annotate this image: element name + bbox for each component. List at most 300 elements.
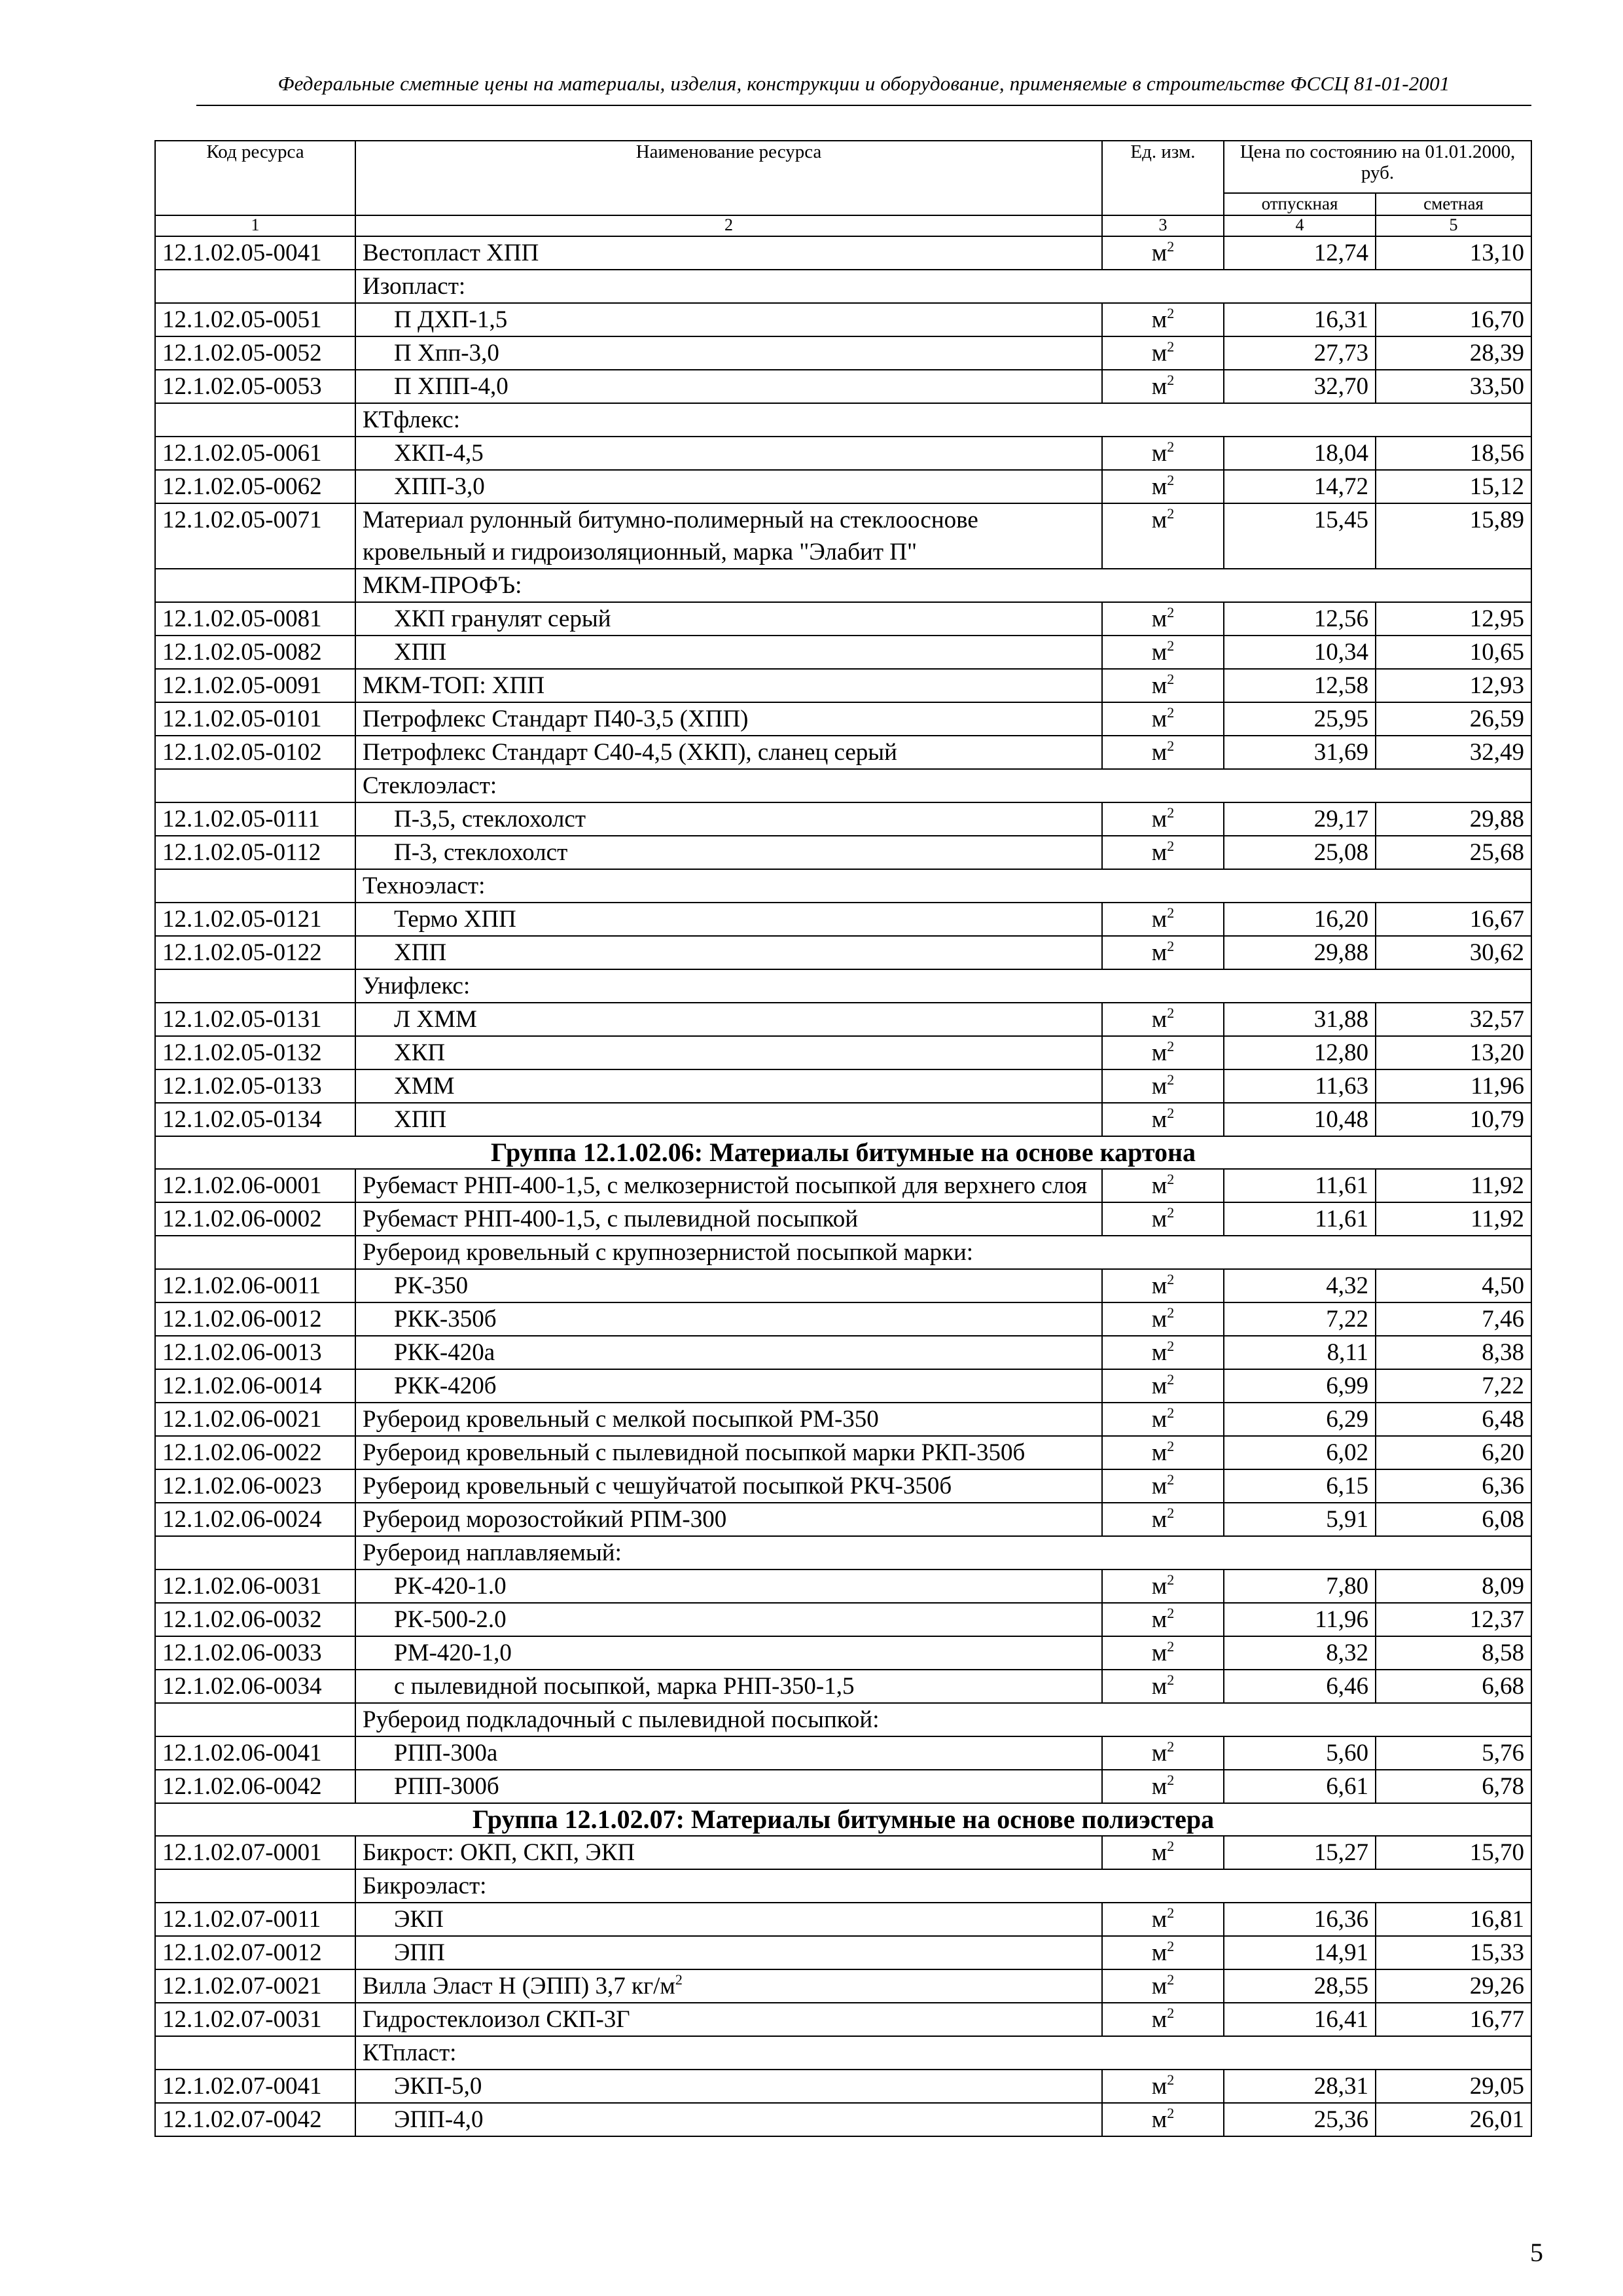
unit-base: м: [1151, 1640, 1168, 1666]
resource-code: 12.1.02.06-0032: [155, 1603, 355, 1636]
unit-exponent: 2: [1167, 2005, 1175, 2021]
unit-exponent: 2: [1167, 1938, 1175, 1954]
resource-name-text: ХПП: [394, 1106, 447, 1133]
resource-code: 12.1.02.05-0091: [155, 669, 355, 702]
resource-name: [355, 1969, 1102, 2003]
resource-name: [355, 1770, 1102, 1803]
resource-code: 12.1.02.07-0042: [155, 2103, 355, 2136]
table-row: [155, 1903, 1531, 1936]
estimate-price: 7,46: [1376, 1302, 1531, 1336]
estimate-price: 26,59: [1376, 702, 1531, 736]
estimate-price: 12,93: [1376, 669, 1531, 702]
subheading-row: [155, 1236, 1531, 1269]
col-number-5: 5: [1376, 215, 1531, 236]
resource-code: 12.1.02.05-0061: [155, 437, 355, 470]
subheading-row: [155, 569, 1531, 602]
estimate-price: 32,57: [1376, 1003, 1531, 1036]
resource-name: [355, 1169, 1102, 1202]
unit-base: м: [1151, 340, 1168, 367]
resource-name-text: с пылевидной посыпкой, марка РНП-350-1,5: [394, 1673, 855, 1700]
resource-name-text: Вестопласт ХПП: [363, 240, 539, 266]
unit-cell: [1102, 2103, 1224, 2136]
estimate-price: 29,88: [1376, 802, 1531, 836]
resource-name: [355, 1670, 1102, 1703]
empty-cell: [155, 1236, 355, 1269]
resource-name: [355, 1436, 1102, 1469]
wholesale-price: 31,88: [1224, 1003, 1376, 1036]
table-row: [155, 1336, 1531, 1369]
subheading-row: [155, 969, 1531, 1003]
resource-name-text: РМ-420-1,0: [394, 1640, 512, 1666]
resource-name-text: РКК-420а: [394, 1339, 495, 1366]
resource-code: 12.1.02.05-0052: [155, 336, 355, 370]
resource-name: [355, 1003, 1102, 1036]
subheading-row: [155, 769, 1531, 802]
unit-cell: [1102, 702, 1224, 736]
unit-cell: [1102, 1969, 1224, 2003]
resource-name-text: Термо ХПП: [394, 906, 516, 933]
resource-name-text: РК-350: [394, 1272, 469, 1299]
col-header-code: Код ресурса: [155, 141, 355, 215]
resource-name-text: РПП-300а: [394, 1740, 498, 1767]
estimate-price: 12,37: [1376, 1603, 1531, 1636]
unit-exponent: 2: [1167, 1038, 1175, 1054]
unit-cell: [1102, 1770, 1224, 1803]
resource-code: 12.1.02.05-0111: [155, 802, 355, 836]
subheading: Техноэласт:: [355, 869, 1531, 903]
estimate-price: 8,09: [1376, 1570, 1531, 1603]
resource-name-text: Вилла Эласт Н (ЭПП) 3,7 кг/м: [363, 1973, 675, 2000]
unit-exponent: 2: [1167, 505, 1175, 522]
name-superscript: 2: [675, 1971, 683, 1988]
table-row: [155, 336, 1531, 370]
unit-cell: [1102, 1836, 1224, 1869]
estimate-price: 33,50: [1376, 370, 1531, 403]
unit-base: м: [1151, 440, 1168, 467]
unit-cell: [1102, 470, 1224, 503]
resource-name-text: Петрофлекс Стандарт С40-4,5 (ХКП), сланец серый: [363, 739, 897, 766]
estimate-price: 25,68: [1376, 836, 1531, 869]
resource-code: 12.1.02.05-0133: [155, 1069, 355, 1103]
resource-name-text: Бикрост: ОКП, СКП, ЭКП: [363, 1839, 635, 1866]
empty-cell: [155, 1869, 355, 1903]
resource-code: 12.1.02.05-0102: [155, 736, 355, 769]
col-header-name: Наименование ресурса: [355, 141, 1102, 215]
unit-base: м: [1151, 1773, 1168, 1800]
subheading: Рубероид подкладочный с пылевидной посыпкой:: [355, 1703, 1531, 1736]
table-row: [155, 936, 1531, 969]
table-row: [155, 903, 1531, 936]
unit-exponent: 2: [1167, 1005, 1175, 1021]
resource-code: 12.1.02.06-0011: [155, 1269, 355, 1302]
unit-base: м: [1151, 1306, 1168, 1333]
unit-exponent: 2: [1167, 472, 1175, 488]
table-row: [155, 1736, 1531, 1770]
table-row: [155, 1770, 1531, 1803]
unit-base: м: [1151, 1606, 1168, 1633]
subheading: МКМ-ПРОФЪ:: [355, 569, 1531, 602]
wholesale-price: 16,41: [1224, 2003, 1376, 2036]
table-row: [155, 1003, 1531, 1036]
resource-code: 12.1.02.05-0082: [155, 636, 355, 669]
unit-cell: [1102, 1369, 1224, 1403]
unit-base: м: [1151, 1573, 1168, 1600]
resource-name: [355, 2070, 1102, 2103]
resource-name: [355, 336, 1102, 370]
wholesale-price: 6,99: [1224, 1369, 1376, 1403]
estimate-price: 7,22: [1376, 1369, 1531, 1403]
unit-base: м: [1151, 1939, 1168, 1966]
resource-name: [355, 2003, 1102, 2036]
resource-name: [355, 303, 1102, 336]
resource-code: 12.1.02.06-0013: [155, 1336, 355, 1369]
group-heading-row: [155, 1136, 1531, 1169]
resource-name-text: РПП-300б: [394, 1773, 499, 1800]
unit-cell: [1102, 1436, 1224, 1469]
resource-code: 12.1.02.06-0024: [155, 1503, 355, 1536]
estimate-price: 8,58: [1376, 1636, 1531, 1670]
wholesale-price: 29,17: [1224, 802, 1376, 836]
unit-cell: [1102, 1103, 1224, 1136]
wholesale-price: 7,22: [1224, 1302, 1376, 1336]
unit-exponent: 2: [1167, 2105, 1175, 2121]
unit-base: м: [1151, 906, 1168, 933]
estimate-price: 10,65: [1376, 636, 1531, 669]
unit-cell: [1102, 1269, 1224, 1302]
unit-cell: [1102, 1403, 1224, 1436]
subheading: Изопласт:: [355, 270, 1531, 303]
resource-code: 12.1.02.05-0081: [155, 602, 355, 636]
unit-exponent: 2: [1167, 2072, 1175, 2088]
unit-exponent: 2: [1167, 637, 1175, 654]
unit-base: м: [1151, 2106, 1168, 2133]
resource-name: [355, 903, 1102, 936]
resource-name: [355, 1603, 1102, 1636]
estimate-price: 6,36: [1376, 1469, 1531, 1503]
resource-name-text: РК-500-2.0: [394, 1606, 507, 1633]
resource-name-text: Рубемаст РНП-400-1,5, с мелкозернистой посыпкой для верхнего слоя: [363, 1172, 1088, 1199]
unit-cell: [1102, 336, 1224, 370]
table-row: [155, 2103, 1531, 2136]
table-row: [155, 836, 1531, 869]
col-number-4: 4: [1224, 215, 1376, 236]
wholesale-price: 28,31: [1224, 2070, 1376, 2103]
group-heading-row: [155, 1803, 1531, 1836]
table-row: [155, 303, 1531, 336]
unit-cell: [1102, 437, 1224, 470]
unit-exponent: 2: [1167, 1505, 1175, 1521]
resource-name-text: Петрофлекс Стандарт П40-3,5 (ХПП): [363, 706, 749, 732]
estimate-price: 30,62: [1376, 936, 1531, 969]
empty-cell: [155, 270, 355, 303]
estimate-price: 4,50: [1376, 1269, 1531, 1302]
unit-exponent: 2: [1167, 439, 1175, 455]
resource-name: [355, 602, 1102, 636]
unit-exponent: 2: [1167, 838, 1175, 854]
unit-exponent: 2: [1167, 1204, 1175, 1221]
unit-base: м: [1151, 1673, 1168, 1700]
table-row: [155, 736, 1531, 769]
col-header-wholesale: отпускная: [1224, 193, 1376, 215]
resource-name-text: ХПП-3,0: [394, 473, 485, 500]
resource-code: 12.1.02.05-0053: [155, 370, 355, 403]
unit-cell: [1102, 1202, 1224, 1236]
subheading-row: [155, 1536, 1531, 1570]
unit-cell: [1102, 1003, 1224, 1036]
estimate-price: 6,78: [1376, 1770, 1531, 1803]
resource-name-text: ХКП гранулят серый: [394, 605, 611, 632]
resource-name-text: ХПП: [394, 639, 447, 666]
unit-exponent: 2: [1167, 704, 1175, 721]
unit-exponent: 2: [1167, 604, 1175, 620]
wholesale-price: 16,31: [1224, 303, 1376, 336]
estimate-price: 15,89: [1376, 503, 1531, 569]
unit-base: м: [1151, 306, 1168, 333]
unit-base: м: [1151, 1906, 1168, 1933]
unit-cell: [1102, 503, 1224, 569]
resource-name-text: Рубероид кровельный с чешуйчатой посыпкой РКЧ-350б: [363, 1473, 952, 1499]
estimate-price: 6,08: [1376, 1503, 1531, 1536]
resource-code: 12.1.02.06-0014: [155, 1369, 355, 1403]
resource-name: [355, 636, 1102, 669]
estimate-price: 15,70: [1376, 1836, 1531, 1869]
unit-exponent: 2: [1167, 1171, 1175, 1187]
wholesale-price: 25,95: [1224, 702, 1376, 736]
resource-code: 12.1.02.05-0101: [155, 702, 355, 736]
wholesale-price: 6,61: [1224, 1770, 1376, 1803]
page-number: 5: [1530, 2238, 1543, 2267]
unit-cell: [1102, 1636, 1224, 1670]
resource-name: [355, 1836, 1102, 1869]
subheading-row: [155, 869, 1531, 903]
unit-exponent: 2: [1167, 1772, 1175, 1788]
unit-base: м: [1151, 1839, 1168, 1866]
col-header-unit: Ед. изм.: [1102, 141, 1224, 215]
unit-base: м: [1151, 706, 1168, 732]
resource-name: [355, 470, 1102, 503]
table-row: [155, 702, 1531, 736]
wholesale-price: 5,60: [1224, 1736, 1376, 1770]
resource-name: [355, 370, 1102, 403]
resource-code: 12.1.02.07-0001: [155, 1836, 355, 1869]
unit-exponent: 2: [1167, 1304, 1175, 1321]
subheading: КТфлекс:: [355, 403, 1531, 437]
resource-name-text: Гидростеклоизол СКП-3Г: [363, 2006, 630, 2033]
empty-cell: [155, 2036, 355, 2070]
resource-name-text: ЭКП-5,0: [394, 2073, 482, 2100]
resource-code: 12.1.02.05-0071: [155, 503, 355, 569]
resource-name: [355, 1469, 1102, 1503]
wholesale-price: 11,61: [1224, 1169, 1376, 1202]
unit-exponent: 2: [1167, 1971, 1175, 1988]
unit-exponent: 2: [1167, 372, 1175, 388]
unit-exponent: 2: [1167, 1071, 1175, 1088]
unit-base: м: [1151, 672, 1168, 699]
unit-base: м: [1151, 473, 1168, 500]
table-row: [155, 1503, 1531, 1536]
table-row: [155, 1069, 1531, 1103]
resource-code: 12.1.02.06-0041: [155, 1736, 355, 1770]
unit-cell: [1102, 903, 1224, 936]
resource-name-text: РКК-420б: [394, 1372, 497, 1399]
unit-cell: [1102, 303, 1224, 336]
unit-exponent: 2: [1167, 1438, 1175, 1454]
unit-exponent: 2: [1167, 1838, 1175, 1854]
wholesale-price: 29,88: [1224, 936, 1376, 969]
resource-name-text: ХПП: [394, 939, 447, 966]
estimate-price: 26,01: [1376, 2103, 1531, 2136]
unit-base: м: [1151, 1973, 1168, 2000]
unit-cell: [1102, 602, 1224, 636]
resource-name-text: ХКП-4,5: [394, 440, 484, 467]
unit-cell: [1102, 2003, 1224, 2036]
resource-code: 12.1.02.06-0001: [155, 1169, 355, 1202]
wholesale-price: 16,36: [1224, 1903, 1376, 1936]
resource-name: [355, 936, 1102, 969]
estimate-price: 18,56: [1376, 437, 1531, 470]
table-row: [155, 1636, 1531, 1670]
unit-base: м: [1151, 1006, 1168, 1033]
resource-code: 12.1.02.05-0062: [155, 470, 355, 503]
unit-exponent: 2: [1167, 1605, 1175, 1621]
group-heading: Группа 12.1.02.06: Материалы битумные на основе картона: [155, 1136, 1531, 1169]
unit-cell: [1102, 1469, 1224, 1503]
table-row: [155, 1369, 1531, 1403]
table-row: [155, 437, 1531, 470]
unit-exponent: 2: [1167, 305, 1175, 321]
resource-name: [355, 1269, 1102, 1302]
wholesale-price: 25,08: [1224, 836, 1376, 869]
table-row: [155, 2003, 1531, 2036]
estimate-price: 6,20: [1376, 1436, 1531, 1469]
resource-name-text: П Хпп-3,0: [394, 340, 499, 367]
resource-name: [355, 1036, 1102, 1069]
price-table: [154, 140, 1532, 2137]
resource-name-text: ЭПП-4,0: [394, 2106, 484, 2133]
resource-code: 12.1.02.06-0042: [155, 1770, 355, 1803]
col-number-2: 2: [355, 215, 1102, 236]
resource-name-text: РК-420-1.0: [394, 1573, 507, 1600]
table-row: [155, 602, 1531, 636]
table-row: [155, 470, 1531, 503]
resource-name: [355, 1336, 1102, 1369]
unit-base: м: [1151, 240, 1168, 266]
resource-name: [355, 1302, 1102, 1336]
unit-exponent: 2: [1167, 338, 1175, 355]
estimate-price: 6,68: [1376, 1670, 1531, 1703]
table-row: [155, 2070, 1531, 2103]
unit-cell: [1102, 736, 1224, 769]
subheading-row: [155, 403, 1531, 437]
table-row: [155, 1269, 1531, 1302]
group-heading: Группа 12.1.02.07: Материалы битумные на основе полиэстера: [155, 1803, 1531, 1836]
table-body: [155, 236, 1531, 2136]
table-row: [155, 236, 1531, 270]
resource-code: 12.1.02.05-0134: [155, 1103, 355, 1136]
unit-cell: [1102, 1302, 1224, 1336]
wholesale-price: 6,29: [1224, 1403, 1376, 1436]
unit-base: м: [1151, 1439, 1168, 1466]
unit-base: м: [1151, 639, 1168, 666]
wholesale-price: 10,34: [1224, 636, 1376, 669]
estimate-price: 16,77: [1376, 2003, 1531, 2036]
unit-base: м: [1151, 1372, 1168, 1399]
subheading-row: [155, 1869, 1531, 1903]
table-row: [155, 370, 1531, 403]
table-row: [155, 1302, 1531, 1336]
table-row: [155, 1936, 1531, 1969]
wholesale-price: 25,36: [1224, 2103, 1376, 2136]
unit-exponent: 2: [1167, 1405, 1175, 1421]
table-row: [155, 1570, 1531, 1603]
unit-base: м: [1151, 739, 1168, 766]
unit-exponent: 2: [1167, 1905, 1175, 1921]
unit-cell: [1102, 1936, 1224, 1969]
unit-base: м: [1151, 806, 1168, 833]
table-row: [155, 1169, 1531, 1202]
resource-name: [355, 1103, 1102, 1136]
resource-name: [355, 1936, 1102, 1969]
empty-cell: [155, 569, 355, 602]
estimate-price: 11,96: [1376, 1069, 1531, 1103]
resource-code: 12.1.02.07-0021: [155, 1969, 355, 2003]
unit-exponent: 2: [1167, 1571, 1175, 1588]
unit-cell: [1102, 936, 1224, 969]
table-row: [155, 1670, 1531, 1703]
resource-code: 12.1.02.05-0132: [155, 1036, 355, 1069]
resource-name: [355, 1369, 1102, 1403]
resource-name-text: ЭКП: [394, 1906, 444, 1933]
estimate-price: 13,10: [1376, 236, 1531, 270]
resource-code: 12.1.02.06-0033: [155, 1636, 355, 1670]
table-row: [155, 1036, 1531, 1069]
wholesale-price: 6,02: [1224, 1436, 1376, 1469]
unit-exponent: 2: [1167, 738, 1175, 754]
resource-name: [355, 1069, 1102, 1103]
subheading: Стеклоэласт:: [355, 769, 1531, 802]
unit-base: м: [1151, 373, 1168, 400]
wholesale-price: 5,91: [1224, 1503, 1376, 1536]
unit-exponent: 2: [1167, 671, 1175, 687]
table-row: [155, 1436, 1531, 1469]
estimate-price: 15,12: [1376, 470, 1531, 503]
resource-name: [355, 2103, 1102, 2136]
wholesale-price: 31,69: [1224, 736, 1376, 769]
estimate-price: 12,95: [1376, 602, 1531, 636]
unit-base: м: [1151, 839, 1168, 866]
resource-name: [355, 437, 1102, 470]
header-rule: [196, 105, 1531, 106]
unit-cell: [1102, 636, 1224, 669]
estimate-price: 16,81: [1376, 1903, 1531, 1936]
resource-code: 12.1.02.05-0122: [155, 936, 355, 969]
unit-base: м: [1151, 1272, 1168, 1299]
unit-base: м: [1151, 2006, 1168, 2033]
estimate-price: 28,39: [1376, 336, 1531, 370]
unit-base: м: [1151, 1339, 1168, 1366]
resource-code: 12.1.02.06-0031: [155, 1570, 355, 1603]
table-row: [155, 1836, 1531, 1869]
resource-code: 12.1.02.05-0131: [155, 1003, 355, 1036]
unit-cell: [1102, 1570, 1224, 1603]
wholesale-price: 18,04: [1224, 437, 1376, 470]
subheading: Рубероид наплавляемый:: [355, 1536, 1531, 1570]
wholesale-price: 27,73: [1224, 336, 1376, 370]
estimate-price: 8,38: [1376, 1336, 1531, 1369]
resource-name-text: РКК-350б: [394, 1306, 497, 1333]
wholesale-price: 10,48: [1224, 1103, 1376, 1136]
resource-code: 12.1.02.06-0034: [155, 1670, 355, 1703]
